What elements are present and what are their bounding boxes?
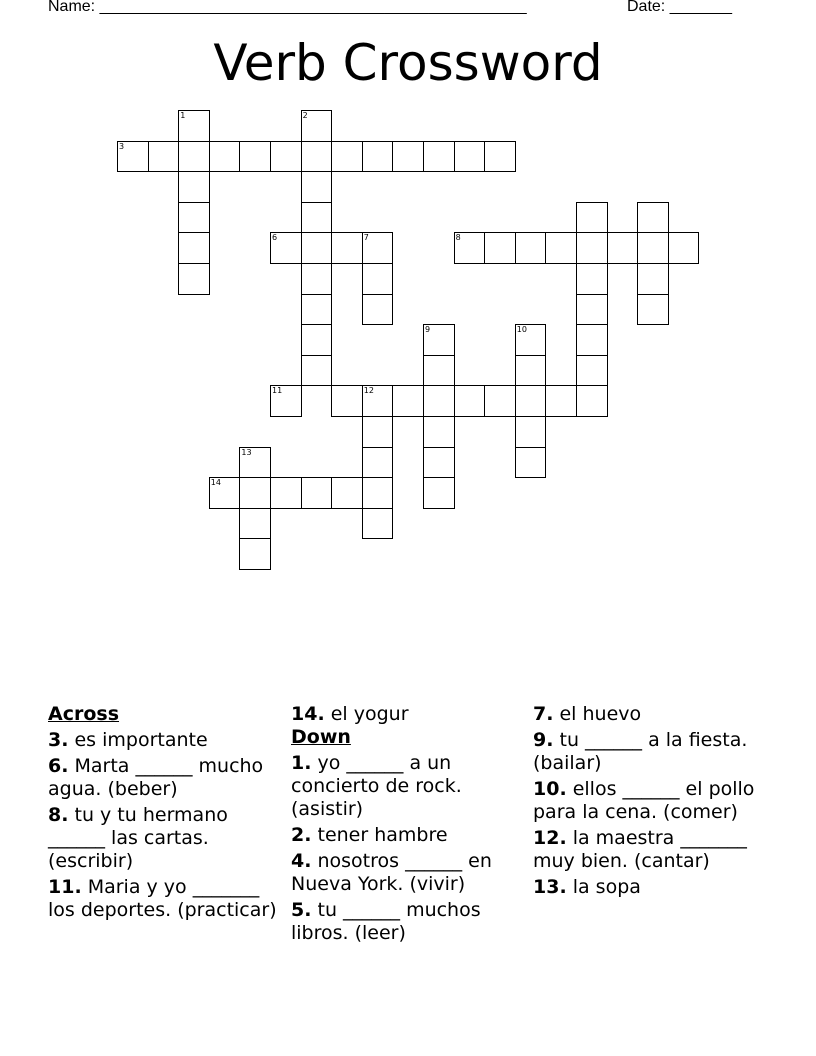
grid-cell[interactable]: [392, 141, 424, 173]
grid-cell[interactable]: [545, 385, 577, 417]
grid-cell[interactable]: [576, 355, 608, 387]
clue-down-10: 10. ellos ______ el pollo para la cena. (comer): [533, 778, 755, 823]
grid-cell[interactable]: [362, 385, 394, 417]
clue-down-13: 13. la sopa: [533, 876, 641, 898]
clue-across-6: 6. Marta ______ mucho agua. (beber): [48, 755, 264, 800]
grid-cell[interactable]: [270, 141, 302, 173]
grid-cell[interactable]: [301, 171, 333, 203]
grid-cell[interactable]: [301, 141, 333, 173]
grid-cell[interactable]: [331, 385, 363, 417]
grid-cell[interactable]: [331, 232, 363, 264]
grid-cell[interactable]: [239, 538, 271, 570]
grid-cell[interactable]: [178, 263, 210, 295]
grid-cell[interactable]: [178, 141, 210, 173]
grid-cell[interactable]: [362, 263, 394, 295]
clue-across-8: 8. tu y tu hermano ______ las cartas. (escribir): [48, 804, 228, 872]
clue-number: 7: [363, 233, 369, 243]
grid-cell[interactable]: [178, 202, 210, 234]
across-heading: Across: [48, 703, 120, 725]
grid-cell[interactable]: [301, 263, 333, 295]
clue-down-12: 12. la maestra _______ muy bien. (cantar): [533, 827, 747, 872]
clue-number: 11: [272, 386, 283, 396]
clues-column-3: [533, 703, 773, 899]
clue-down-1: 1. yo ______ a un concierto de rock. (asistir): [291, 752, 462, 820]
grid-cell[interactable]: [270, 385, 302, 417]
grid-cell[interactable]: [637, 294, 669, 326]
clue-down-7: 7. el huevo: [533, 703, 642, 725]
grid-cell[interactable]: [637, 202, 669, 234]
grid-cell[interactable]: [362, 141, 394, 173]
grid-cell[interactable]: [515, 324, 547, 356]
clue-across-3: 3. es importante: [48, 729, 208, 751]
grid-cell[interactable]: [301, 477, 333, 509]
grid-cell[interactable]: [209, 141, 241, 173]
grid-cell[interactable]: [270, 477, 302, 509]
grid-cell[interactable]: [423, 447, 455, 479]
grid-cell[interactable]: [148, 141, 180, 173]
grid-cell[interactable]: [484, 232, 516, 264]
clue-across-14: 14. el yogur: [291, 703, 409, 725]
page-title: Verb Crossword: [213, 34, 603, 92]
grid-cell[interactable]: [637, 232, 669, 264]
grid-cell[interactable]: [454, 232, 486, 264]
grid-cell[interactable]: [362, 294, 394, 326]
grid-cell[interactable]: [576, 263, 608, 295]
grid-cell[interactable]: [362, 477, 394, 509]
grid-cell[interactable]: [576, 324, 608, 356]
grid-cell[interactable]: [515, 385, 547, 417]
grid-cell[interactable]: [515, 416, 547, 448]
clues-column-2: [291, 703, 531, 945]
grid-cell[interactable]: [576, 232, 608, 264]
clue-number: 13: [241, 447, 252, 457]
grid-cell[interactable]: [178, 171, 210, 203]
grid-cell[interactable]: [423, 477, 455, 509]
grid-cell[interactable]: [301, 110, 333, 142]
down-heading: Down: [291, 726, 351, 748]
grid-cell[interactable]: [178, 110, 210, 142]
grid-cell[interactable]: [515, 232, 547, 264]
date-field-label: Date: _______: [627, 0, 732, 15]
clue-down-2: 2. tener hambre: [291, 824, 448, 846]
clue-down-5: 5. tu ______ muchos libros. (leer): [291, 899, 481, 944]
clues-column-1: [48, 703, 288, 922]
clue-down-9: 9. tu ______ a la fiesta. (bailar): [533, 729, 748, 774]
grid-cell[interactable]: [117, 141, 149, 173]
grid-cell[interactable]: [515, 447, 547, 479]
clue-number: 3: [119, 141, 125, 151]
grid-cell[interactable]: [209, 477, 241, 509]
grid-cell[interactable]: [362, 508, 394, 540]
grid-cell[interactable]: [362, 447, 394, 479]
grid-cell[interactable]: [392, 385, 424, 417]
grid-cell[interactable]: [301, 202, 333, 234]
grid-cell[interactable]: [270, 232, 302, 264]
clue-number: 2: [302, 111, 308, 120]
grid-cell[interactable]: [301, 324, 333, 356]
grid-cell[interactable]: [362, 232, 394, 264]
grid-cell[interactable]: [637, 263, 669, 295]
clue-number: 1: [180, 111, 186, 120]
grid-cell[interactable]: [239, 508, 271, 540]
grid-cell[interactable]: [484, 141, 516, 173]
grid-cell[interactable]: [484, 385, 516, 417]
clue-down-4: 4. nosotros ______ en Nueva York. (vivir): [291, 850, 492, 895]
grid-cell[interactable]: [362, 416, 394, 448]
name-field-label: Name: ________________________________________________: [48, 0, 527, 15]
grid-cell[interactable]: [301, 232, 333, 264]
grid-cell[interactable]: [423, 324, 455, 356]
grid-cell[interactable]: [239, 447, 271, 479]
grid-cell[interactable]: [301, 355, 333, 387]
grid-cell[interactable]: [301, 294, 333, 326]
clue-number: 8: [455, 233, 461, 243]
grid-cell[interactable]: [576, 294, 608, 326]
grid-cell[interactable]: [239, 141, 271, 173]
clue-number: 6: [272, 233, 278, 243]
clue-number: 12: [363, 386, 374, 396]
grid-cell[interactable]: [239, 477, 271, 509]
grid-cell[interactable]: [423, 355, 455, 387]
grid-cell[interactable]: [576, 385, 608, 417]
grid-cell[interactable]: [423, 141, 455, 173]
grid-cell[interactable]: [607, 232, 639, 264]
grid-cell[interactable]: [178, 232, 210, 264]
grid-cell[interactable]: [331, 477, 363, 509]
clue-across-11: 11. Maria y yo _______ los deportes. (practicar): [48, 876, 277, 921]
grid-cell[interactable]: [454, 385, 486, 417]
clue-number: 9: [425, 325, 431, 335]
grid-cell[interactable]: [545, 232, 577, 264]
grid-cell[interactable]: [668, 232, 700, 264]
grid-cell[interactable]: [515, 355, 547, 387]
clue-number: 14: [210, 478, 221, 488]
grid-cell[interactable]: [454, 141, 486, 173]
grid-cell[interactable]: [331, 141, 363, 173]
grid-cell[interactable]: [423, 416, 455, 448]
clue-number: 10: [516, 325, 527, 335]
grid-cell[interactable]: [423, 385, 455, 417]
grid-cell[interactable]: [576, 202, 608, 234]
